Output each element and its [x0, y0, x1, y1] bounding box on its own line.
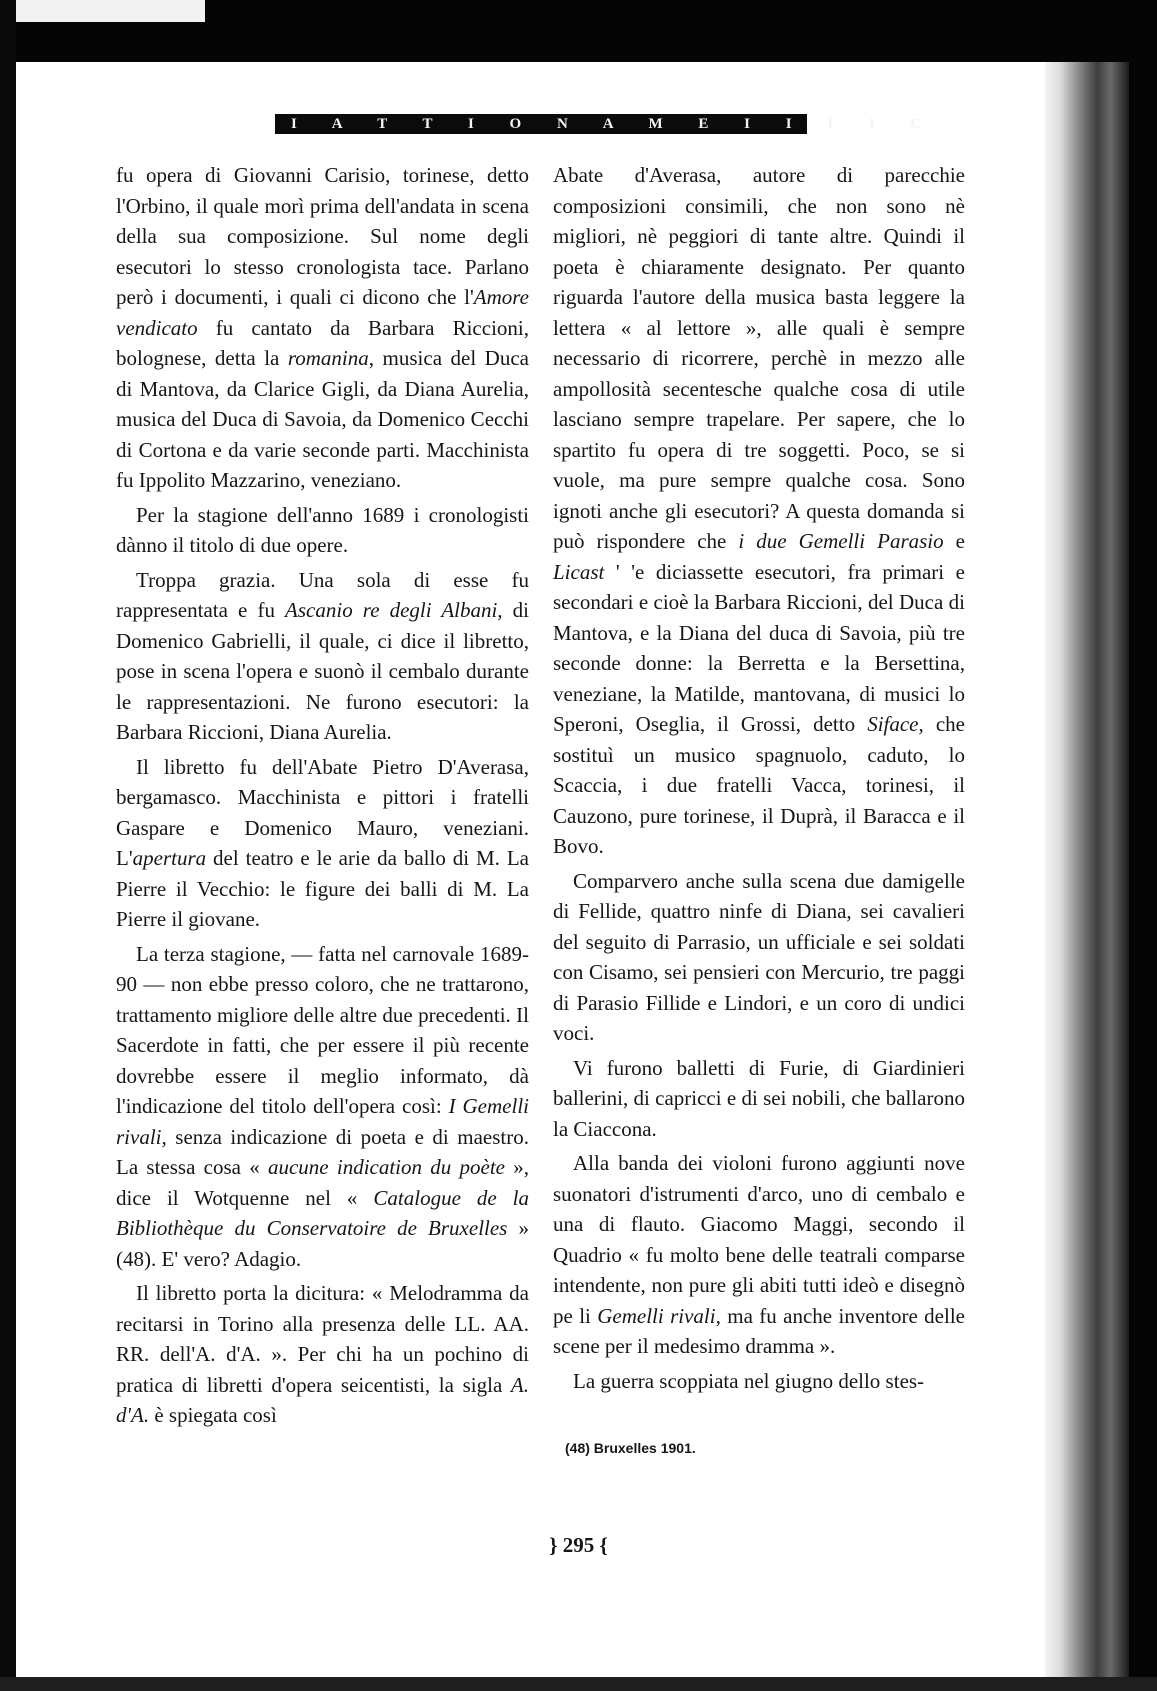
paragraph: Vi furono balletti di Furie, di Giardinieri ballerini, di capricci e di sei nobili, che ballarono la Ciaccona.: [553, 1055, 965, 1141]
paragraph: Abate d'Averasa, autore di parecchie composizioni consimili, che non sono nè migliori, nè peggiori di tante altre. Quindi il poeta è chiaramente designato. Per quanto riguarda l'autore della musica basta leggere la lettera « al lettore », alle quali è sempre necessario di ricorrere, perchè in mezzo alle ampollosità secentesche qualche cosa di utile lasciano sempre trapelare. Per sapere, che lo spartito fu opera di tre soggetti. Poco, se si vuole, ma pure sempre qualche cosa. Sono ignoti anche gli esecutori? A questa domanda si può rispondere che i due Gemelli Parasio e Licast ' 'e diciassette esecutori, fra primari e secondari e cioè la Barbara Riccioni, del Duca di Mantova, e la Diana del duca di Savoia, più tre seconde donne: la Berretta e la Bersettina, veneziane, la Matilde, mantovana, di musici lo Speroni, Oseglia, il Grossi, detto Siface, che sostituì un musico spagnuolo, caduto, lo Scaccia, i due fratelli Vacca, torinesi, il Cauzono, pure torinese, il Duprà, il Baracca e il Bovo.: [553, 163, 965, 858]
paragraph: Troppa grazia. Una sola di esse fu rappresentata e fu Ascanio re degli Albani, di Domenico Gabrielli, il quale, ci dice il libretto, pose in scena l'opera e suonò il cembalo durante le rappresentazioni. Ne furono esecutori: la Barbara Riccioni, Diana Aurelia.: [116, 567, 529, 744]
paragraph: Comparvero anche sulla scena due damigelle di Fellide, quattro ninfe di Diana, sei cavalieri del seguito di Parrasio, un ufficiale e sei soldati con Cisamo, sei pensieri con Mercurio, tre paggi di Parasio Fillide e Lindori, e un coro di undici voci.: [553, 868, 965, 1045]
paragraph: Per la stagione dell'anno 1689 i cronologisti dànno il titolo di due opere.: [116, 502, 529, 557]
right-column: [553, 160, 965, 1396]
paragraph: La guerra scoppiata nel giugno dello stes-: [573, 1368, 925, 1393]
footnote: (48) Bruxelles 1901.: [565, 1440, 696, 1456]
scan-border-bottom: [0, 1677, 1157, 1691]
book-binding-shadow: [1045, 62, 1129, 1691]
paragraph: Alla banda dei violoni furono aggiunti nove suonatori d'istrumenti d'arco, uno di cembalo e una di flauto. Giacomo Maggi, secondo il Quadrio « fu molto bene delle teatrali comparse intendente, non pure gli abiti tutti ideò e disegnò pe li Gemelli rivali, ma fu anche inventore delle scene per il medesimo dramma ».: [553, 1151, 965, 1358]
paragraph: fu opera di Giovanni Carisio, torinese, detto l'Orbino, il quale morì prima dell'andata in scena della sua composizione. Sul nome degli esecutori lo stesso cronologista tace. Parlano però i documenti, i quali ci dicono che l'Amore vendicato fu cantato da Barbara Riccioni, bolognese, detta la romanina, musica del Duca di Mantova, da Clarice Gigli, da Diana Aurelia, musica del Duca di Savoia, da Domenico Cecchi di Cortona e da varie seconde parti. Macchinista fu Ippolito Mazzarino, veneziano.: [116, 163, 529, 492]
scan-border-left: [0, 0, 16, 1691]
paragraph: La terza stagione, — fatta nel carnovale 1689-90 — non ebbe presso coloro, che ne trattarono, trattamento migliore delle altre due precedenti. Il Sacerdote in fatti, che per essere il più recente dovrebbe essere il meglio informato, dà l'indicazione del titolo dell'opera così: I Gemelli rivali, senza indicazione di poeta e di maestro. La stessa cosa « aucune indication du poète », dice il Wotquenne nel « Catalogue de la Bibliothèque du Conservatoire de Bruxelles » (48). E' vero? Adagio.: [116, 941, 530, 1271]
scan-border-right: [1129, 0, 1157, 1691]
running-header-text: I A T T I O N A M E I I I I C: [291, 116, 938, 132]
paragraph: Il libretto fu dell'Abate Pietro D'Averasa, bergamasco. Macchinista e pittori i fratelli Gaspare e Domenico Mauro, veneziani. L'apertura del teatro e le arie da ballo di M. La Pierre il Vecchio: le figure dei balli di M. La Pierre il giovane.: [116, 754, 529, 931]
left-column: [116, 160, 529, 1431]
running-header: [275, 114, 938, 134]
page-number: } 295 {: [549, 1533, 608, 1557]
paragraph: Il libretto porta la dicitura: « Melodramma da recitarsi in Torino alla presenza delle LL. AA. RR. dell'A. d'A. ». Per chi ha un pochino di pratica di libretti d'opera seicentisti, la sigla A. d'A. è spiegata così: [116, 1281, 529, 1427]
scan-border-notch: [0, 0, 205, 22]
